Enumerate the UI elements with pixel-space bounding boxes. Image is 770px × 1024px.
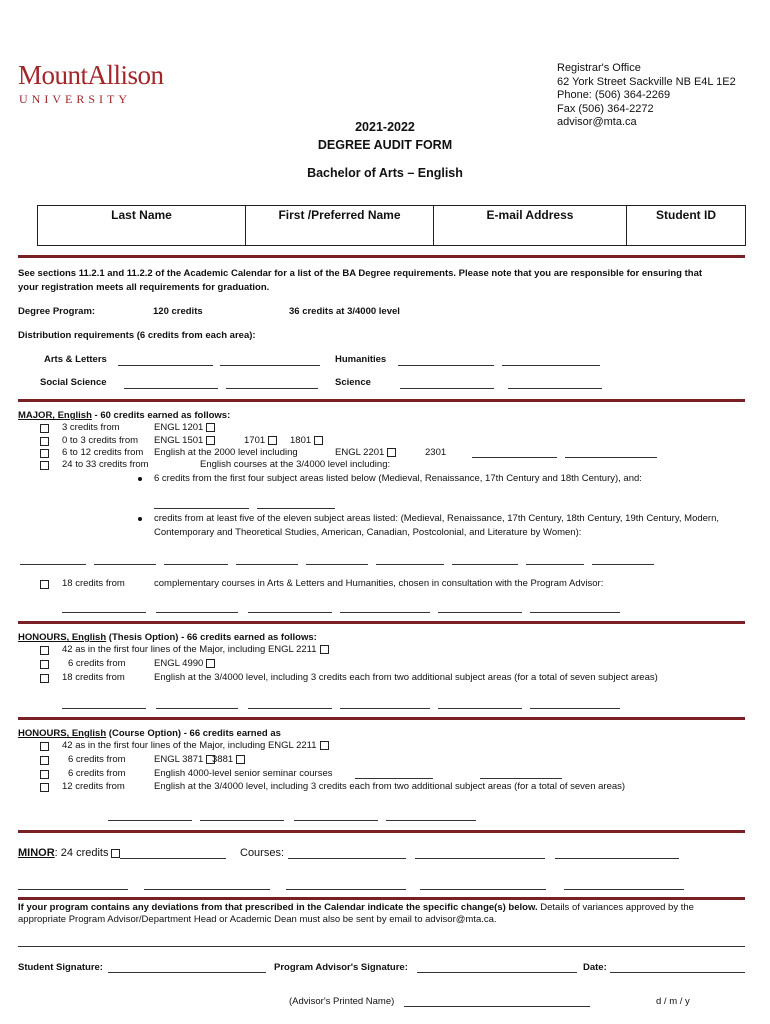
deviation-fill-line[interactable] — [18, 946, 745, 947]
science-label: Science — [335, 377, 371, 388]
fill-line[interactable] — [526, 564, 584, 565]
major-row-2-course-b — [244, 435, 277, 446]
fill-line[interactable] — [248, 708, 332, 709]
section-divider — [18, 717, 745, 720]
section-divider — [18, 399, 745, 402]
honours-course-row-4-credits: 12 credits from — [62, 781, 125, 792]
honours-course-row-2-course-b — [212, 754, 245, 765]
date-line[interactable] — [610, 972, 745, 973]
checkbox[interactable] — [40, 756, 49, 765]
degree-credits: 120 credits — [153, 306, 203, 317]
checkbox[interactable] — [40, 660, 49, 669]
humanities-label: Humanities — [335, 354, 387, 365]
major-row-2-course — [154, 435, 215, 446]
checkbox[interactable] — [111, 849, 120, 858]
date-format-hint: d / m / y — [656, 996, 690, 1007]
course-label: ENGL 1201 — [154, 422, 204, 433]
course-label: ENGL 2201 — [335, 447, 385, 458]
fill-line[interactable] — [156, 612, 238, 613]
humanities-line-1[interactable] — [398, 365, 494, 366]
honours-course-heading — [18, 728, 281, 739]
intro-text: your registration meets all requirements for graduation. — [18, 282, 270, 293]
fill-line[interactable] — [438, 612, 522, 613]
social-science-label: Social Science — [40, 377, 107, 388]
honours-thesis-row-3-credits: 18 credits from — [62, 672, 125, 683]
registrar-line: 62 York Street Sackville NB E4L 1E2 — [557, 75, 736, 88]
advisor-printed-name-label: (Advisor's Printed Name) — [289, 996, 395, 1007]
fill-line[interactable] — [438, 708, 522, 709]
checkbox[interactable] — [40, 674, 49, 683]
fill-line[interactable] — [530, 708, 620, 709]
deviation-rest: Details of variances approved by the — [537, 902, 694, 913]
fill-line[interactable] — [20, 564, 86, 565]
fill-line[interactable] — [288, 858, 406, 859]
checkbox[interactable] — [40, 449, 49, 458]
row-text: 42 as in the first four lines of the Major, including ENGL 2211 — [62, 740, 317, 751]
fill-line[interactable] — [294, 820, 378, 821]
fill-line[interactable] — [564, 889, 684, 890]
fill-line[interactable] — [306, 564, 368, 565]
science-line-2[interactable] — [508, 388, 602, 389]
checkbox[interactable] — [40, 461, 49, 470]
major-heading-title: MAJOR, English — [18, 410, 92, 421]
advisor-signature-line[interactable] — [417, 972, 577, 973]
degree-level: 36 credits at 3/4000 level — [289, 306, 400, 317]
course-label: ENGL 1501 — [154, 435, 204, 446]
fill-line[interactable] — [154, 508, 249, 509]
honours-course-rest: (Course Option) - 66 credits earned as — [106, 728, 281, 739]
fill-line[interactable] — [415, 858, 545, 859]
fill-line[interactable] — [340, 708, 430, 709]
fill-line[interactable] — [120, 858, 226, 859]
fill-line[interactable] — [200, 820, 284, 821]
distribution-title: Distribution requirements (6 credits from each area): — [18, 330, 256, 341]
fill-line[interactable] — [386, 820, 476, 821]
checkbox[interactable] — [40, 424, 49, 433]
student-signature-label: Student Signature: — [18, 962, 103, 973]
arts-line-1[interactable] — [118, 365, 213, 366]
checkbox[interactable] — [320, 645, 329, 654]
course-label: 1701 — [244, 435, 266, 446]
university-logo-subtitle: UNIVERSITY — [19, 92, 131, 106]
checkbox[interactable] — [40, 646, 49, 655]
deviation-bold: If your program contains any deviations from that prescribed in the Calendar indicate the specific change(s) below. — [18, 902, 538, 913]
major-row-3-desc: English at the 2000 level including — [154, 447, 298, 458]
science-line-1[interactable] — [400, 388, 494, 389]
checkbox[interactable] — [236, 755, 245, 764]
fill-line[interactable] — [156, 708, 238, 709]
advisor-signature-label: Program Advisor's Signature: — [274, 962, 408, 973]
major-row-5-desc: complementary courses in Arts & Letters and Humanities, chosen in consultation with the Program Advisor: — [154, 578, 604, 589]
minor-courses-label: Courses: — [240, 847, 285, 859]
honours-thesis-row-1 — [62, 644, 329, 655]
major-row-5-credits: 18 credits from — [62, 578, 125, 589]
checkbox[interactable] — [40, 580, 49, 589]
checkbox[interactable] — [268, 436, 277, 445]
arts-letters-label: Arts & Letters — [44, 354, 107, 365]
fill-line[interactable] — [144, 889, 270, 890]
section-divider — [18, 897, 745, 900]
major-bullet-2-cont: Contemporary and Theoretical Studies, American, Canadian, Postcolonial, and Literature by Women): — [154, 527, 582, 538]
deviation-text-2: appropriate Program Advisor/Department Head or Academic Dean must also be sent by email to advisor@mta.ca. — [18, 914, 497, 925]
fill-line[interactable] — [62, 612, 146, 613]
honours-thesis-title: HONOURS, English — [18, 632, 107, 643]
fill-line[interactable] — [164, 564, 228, 565]
degree-program-label: Degree Program: — [18, 306, 96, 317]
arts-line-2[interactable] — [220, 365, 320, 366]
registrar-line: Phone: (506) 364-2269 — [557, 89, 671, 101]
major-row-4-credits: 24 to 33 credits from — [62, 459, 149, 470]
fill-line[interactable] — [480, 778, 562, 779]
fill-line[interactable] — [236, 564, 298, 565]
humanities-line-2[interactable] — [502, 365, 600, 366]
checkbox[interactable] — [320, 741, 329, 750]
minor-title: MINOR — [18, 847, 55, 859]
minor-heading — [18, 847, 120, 859]
major-row-3-credits: 6 to 12 credits from — [62, 447, 144, 458]
honours-thesis-rest: (Thesis Option) - 66 credits earned as follows: — [106, 632, 317, 643]
checkbox[interactable] — [387, 448, 396, 457]
major-row-2-credits: 0 to 3 credits from — [62, 435, 139, 446]
course-label: 3881 — [212, 754, 234, 765]
form-year: 2021-2022 — [355, 120, 415, 134]
social-line-1[interactable] — [124, 388, 218, 389]
checkbox[interactable] — [40, 783, 49, 792]
fill-line[interactable] — [248, 612, 332, 613]
fill-line[interactable] — [355, 778, 433, 779]
deviation-text — [18, 902, 694, 913]
registrar-line: advisor@mta.ca — [557, 116, 637, 128]
honours-course-row-2-credits: 6 credits from — [68, 754, 126, 765]
major-row-1-credits: 3 credits from — [62, 422, 120, 433]
fill-line[interactable] — [420, 889, 546, 890]
checkbox[interactable] — [40, 742, 49, 751]
fill-line[interactable] — [555, 858, 679, 859]
major-heading-rest: - 60 credits earned as follows: — [91, 410, 231, 421]
registrar-line: Registrar's Office — [557, 62, 641, 74]
checkbox[interactable] — [206, 436, 215, 445]
email-field[interactable]: E-mail Address — [434, 206, 627, 246]
fill-line[interactable] — [565, 457, 657, 458]
major-bullet-2: credits from at least five of the eleven subject areas listed: (Medieval, Renaissance, 17th Century, 18th Century, 19th Century, Modern, — [154, 513, 720, 524]
fill-line[interactable] — [257, 508, 335, 509]
form-title: DEGREE AUDIT FORM — [317, 138, 453, 152]
major-bullet-1: 6 credits from the first four subject areas listed below (Medieval, Renaissance, 17th Century and 18th Century), and: — [154, 473, 642, 484]
fill-line[interactable] — [452, 564, 518, 565]
last-name-field[interactable]: Last Name — [38, 206, 246, 246]
honours-thesis-row-2-credits: 6 credits from — [68, 658, 126, 669]
registrar-line: Fax (506) 364-2272 — [557, 102, 654, 115]
checkbox[interactable] — [206, 423, 215, 432]
major-row-4-desc: English courses at the 3/4000 level including: — [200, 459, 391, 470]
major-row-3-course-b: 2301 — [425, 447, 447, 458]
student-info-table — [37, 205, 746, 246]
section-divider — [18, 621, 745, 624]
checkbox[interactable] — [206, 659, 215, 668]
honours-thesis-heading — [18, 632, 317, 643]
fill-line[interactable] — [592, 564, 654, 565]
intro-text: See sections 11.2.1 and 11.2.2 of the Academic Calendar for a list of the BA Degree requirements. Please note that you are responsible for ensuring that — [18, 268, 703, 279]
major-row-1-course — [154, 422, 215, 433]
course-label: ENGL 3871 — [154, 754, 204, 765]
section-divider — [18, 255, 745, 258]
fill-line[interactable] — [376, 564, 444, 565]
honours-course-row-4-desc: English at the 3/4000 level, including 3 credits each from two additional subject areas (for a total of seven areas) — [154, 781, 626, 792]
honours-course-title: HONOURS, English — [18, 728, 107, 739]
honours-thesis-row-3-desc: English at the 3/4000 level, including 3 credits each from two additional subject areas (for a total of seven subject areas) — [154, 672, 658, 683]
student-id-field[interactable]: Student ID — [627, 206, 746, 246]
honours-thesis-row-2-course — [154, 658, 215, 669]
section-divider — [18, 830, 745, 833]
course-label: 1801 — [290, 435, 312, 446]
university-logo: MountAllison — [18, 60, 164, 90]
fill-line[interactable] — [472, 457, 557, 458]
advisor-printed-name-line[interactable] — [404, 1006, 590, 1007]
major-row-2-course-c — [290, 435, 323, 446]
major-row-3-course — [335, 447, 396, 458]
social-line-2[interactable] — [226, 388, 318, 389]
checkbox[interactable] — [40, 770, 49, 779]
major-heading — [18, 410, 230, 421]
fill-line[interactable] — [530, 612, 620, 613]
honours-course-row-3-desc: English 4000-level senior seminar courses — [154, 768, 333, 779]
minor-credits: : 24 credits — [54, 847, 109, 859]
bullet-icon — [138, 477, 142, 481]
fill-line[interactable] — [340, 612, 430, 613]
bullet-icon — [138, 517, 142, 521]
honours-course-row-3-credits: 6 credits from — [68, 768, 126, 779]
date-label: Date: — [583, 962, 607, 973]
honours-course-row-2-course — [154, 754, 215, 765]
row-text: 42 as in the first four lines of the Major, including ENGL 2211 — [62, 644, 317, 655]
fill-line[interactable] — [18, 889, 128, 890]
course-label: ENGL 4990 — [154, 658, 204, 669]
fill-line[interactable] — [286, 889, 406, 890]
checkbox[interactable] — [40, 437, 49, 446]
fill-line[interactable] — [108, 820, 192, 821]
fill-line[interactable] — [94, 564, 156, 565]
checkbox[interactable] — [314, 436, 323, 445]
program-title: Bachelor of Arts – English — [307, 166, 463, 180]
student-signature-line[interactable] — [108, 972, 266, 973]
fill-line[interactable] — [62, 708, 146, 709]
honours-course-row-1 — [62, 740, 329, 751]
first-name-field[interactable]: First /Preferred Name — [246, 206, 434, 246]
